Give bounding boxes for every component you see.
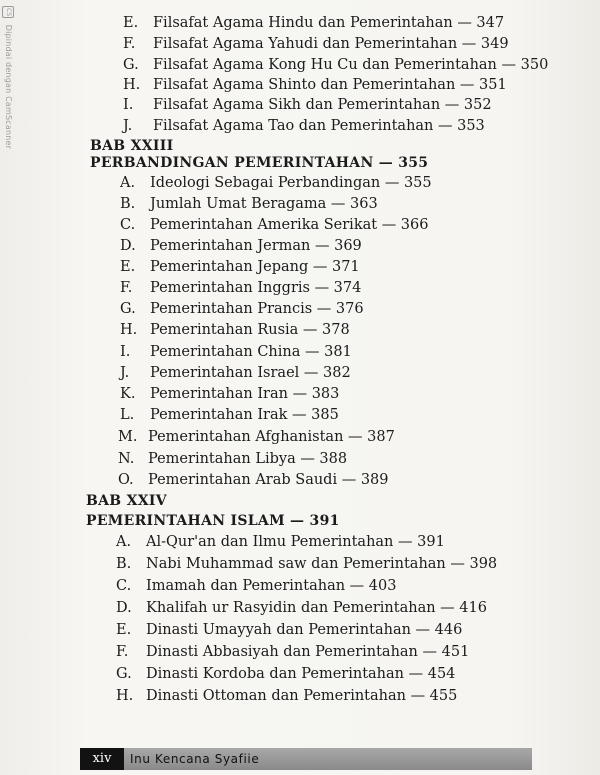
toc-text: Pemerintahan Jepang — 371 bbox=[150, 259, 360, 275]
toc-letter: H. bbox=[120, 322, 138, 338]
toc-text: Dinasti Kordoba dan Pemerintahan — 454 bbox=[146, 666, 456, 682]
toc-text: Dinasti Abbasiyah dan Pemerintahan — 451 bbox=[146, 644, 470, 660]
toc-entry bbox=[123, 56, 548, 74]
toc-text: Filsafat Agama Hindu dan Pemerintahan — 347 bbox=[153, 15, 505, 31]
toc-entry bbox=[120, 174, 432, 192]
toc-text: Al-Qur'an dan Ilmu Pemerintahan — 391 bbox=[146, 534, 445, 550]
toc-entry bbox=[116, 687, 457, 705]
toc-entry bbox=[123, 117, 485, 135]
toc-text: Pemerintahan China — 381 bbox=[150, 344, 352, 360]
toc-text: Pemerintahan Prancis — 376 bbox=[150, 301, 364, 317]
toc-entry bbox=[116, 665, 455, 683]
toc-text: Filsafat Agama Shinto dan Pemerintahan — 351 bbox=[153, 77, 507, 93]
toc-text: Nabi Muhammad saw dan Pemerintahan — 398 bbox=[146, 556, 498, 572]
running-footer-author: Inu Kencana Syafiie bbox=[130, 752, 260, 766]
toc-text: Pemerintahan Libya — 388 bbox=[148, 451, 348, 467]
toc-letter: B. bbox=[120, 196, 136, 212]
toc-text: Pemerintahan Amerika Serikat — 366 bbox=[150, 217, 429, 233]
toc-entry bbox=[120, 406, 339, 424]
toc-letter: J. bbox=[120, 365, 130, 381]
toc-letter: G. bbox=[116, 666, 132, 682]
toc-letter: L. bbox=[120, 407, 135, 423]
toc-letter: E. bbox=[116, 622, 132, 638]
toc-entry bbox=[123, 96, 492, 114]
toc-letter: B. bbox=[116, 556, 132, 572]
toc-text: Pemerintahan Iran — 383 bbox=[150, 386, 340, 402]
toc-letter: C. bbox=[120, 217, 136, 233]
toc-letter: G. bbox=[123, 57, 139, 73]
toc-entry bbox=[123, 76, 507, 94]
toc-letter: G. bbox=[120, 301, 136, 317]
toc-text: Filsafat Agama Tao dan Pemerintahan — 353 bbox=[153, 118, 485, 134]
toc-entry bbox=[118, 450, 347, 468]
toc-letter: A. bbox=[116, 534, 132, 550]
toc-text: Pemerintahan Jerman — 369 bbox=[150, 238, 362, 254]
toc-entry bbox=[120, 321, 350, 339]
camscanner-watermark bbox=[2, 6, 14, 149]
toc-letter: I. bbox=[123, 97, 134, 113]
toc-entry bbox=[116, 599, 487, 617]
toc-letter: F. bbox=[116, 644, 129, 660]
toc-entry bbox=[116, 555, 497, 573]
toc-entry bbox=[120, 343, 352, 361]
toc-entry bbox=[123, 14, 504, 32]
toc-text: Pemerintahan Irak — 385 bbox=[150, 407, 339, 423]
toc-letter: I. bbox=[120, 344, 131, 360]
toc-letter: O. bbox=[118, 472, 134, 488]
toc-text: Pemerintahan Israel — 382 bbox=[150, 365, 351, 381]
page-number: xiv bbox=[80, 748, 124, 770]
toc-entry bbox=[120, 216, 428, 234]
toc-text: Dinasti Ottoman dan Pemerintahan — 455 bbox=[146, 688, 458, 704]
camscanner-logo-icon: CS bbox=[2, 6, 14, 18]
watermark-text: Dipindai dengan CamScanner bbox=[4, 24, 13, 150]
chapter-label: BAB XXIV bbox=[86, 493, 167, 509]
toc-entry bbox=[116, 621, 462, 639]
toc-entry bbox=[120, 300, 364, 318]
toc-text: Pemerintahan Arab Saudi — 389 bbox=[148, 472, 389, 488]
toc-text: Ideologi Sebagai Perbandingan — 355 bbox=[150, 175, 432, 191]
toc-letter: F. bbox=[123, 36, 136, 52]
toc-text: Pemerintahan Inggris — 374 bbox=[150, 280, 362, 296]
toc-letter: H. bbox=[123, 77, 141, 93]
toc-text: Khalifah ur Rasyidin dan Pemerintahan — 416 bbox=[146, 600, 487, 616]
toc-entry bbox=[120, 279, 361, 297]
toc-letter: H. bbox=[116, 688, 134, 704]
toc-letter: K. bbox=[120, 386, 136, 402]
chapter-title: PERBANDINGAN PEMERINTAHAN — 355 bbox=[90, 155, 429, 171]
chapter-title: PEMERINTAHAN ISLAM — 391 bbox=[86, 513, 340, 529]
toc-entry bbox=[120, 195, 378, 213]
toc-entry bbox=[120, 258, 360, 276]
toc-text: Filsafat Agama Yahudi dan Pemerintahan — 349 bbox=[153, 36, 509, 52]
toc-letter: D. bbox=[120, 238, 136, 254]
toc-entry bbox=[116, 643, 469, 661]
toc-text: Filsafat Agama Sikh dan Pemerintahan — 352 bbox=[153, 97, 492, 113]
toc-letter: M. bbox=[118, 429, 138, 445]
toc-letter: F. bbox=[120, 280, 133, 296]
toc-entry bbox=[118, 428, 395, 446]
toc-text: Dinasti Umayyah dan Pemerintahan — 446 bbox=[146, 622, 463, 638]
toc-entry bbox=[123, 35, 509, 53]
toc-letter: D. bbox=[116, 600, 132, 616]
toc-letter: E. bbox=[123, 15, 139, 31]
toc-text: Jumlah Umat Beragama — 363 bbox=[150, 196, 378, 212]
chapter-label: BAB XXIII bbox=[90, 138, 174, 154]
toc-entry bbox=[116, 533, 445, 551]
toc-text: Pemerintahan Rusia — 378 bbox=[150, 322, 350, 338]
toc-letter: J. bbox=[123, 118, 133, 134]
toc-letter: A. bbox=[120, 175, 136, 191]
toc-text: Imamah dan Pemerintahan — 403 bbox=[146, 578, 397, 594]
toc-text: Pemerintahan Afghanistan — 387 bbox=[148, 429, 395, 445]
toc-entry bbox=[120, 237, 362, 255]
toc-entry bbox=[120, 364, 351, 382]
toc-letter: E. bbox=[120, 259, 136, 275]
toc-entry bbox=[116, 577, 396, 595]
toc-entry bbox=[118, 471, 389, 489]
toc-letter: N. bbox=[118, 451, 135, 467]
toc-letter: C. bbox=[116, 578, 132, 594]
toc-entry bbox=[120, 385, 339, 403]
toc-text: Filsafat Agama Kong Hu Cu dan Pemerintahan — 350 bbox=[153, 57, 549, 73]
